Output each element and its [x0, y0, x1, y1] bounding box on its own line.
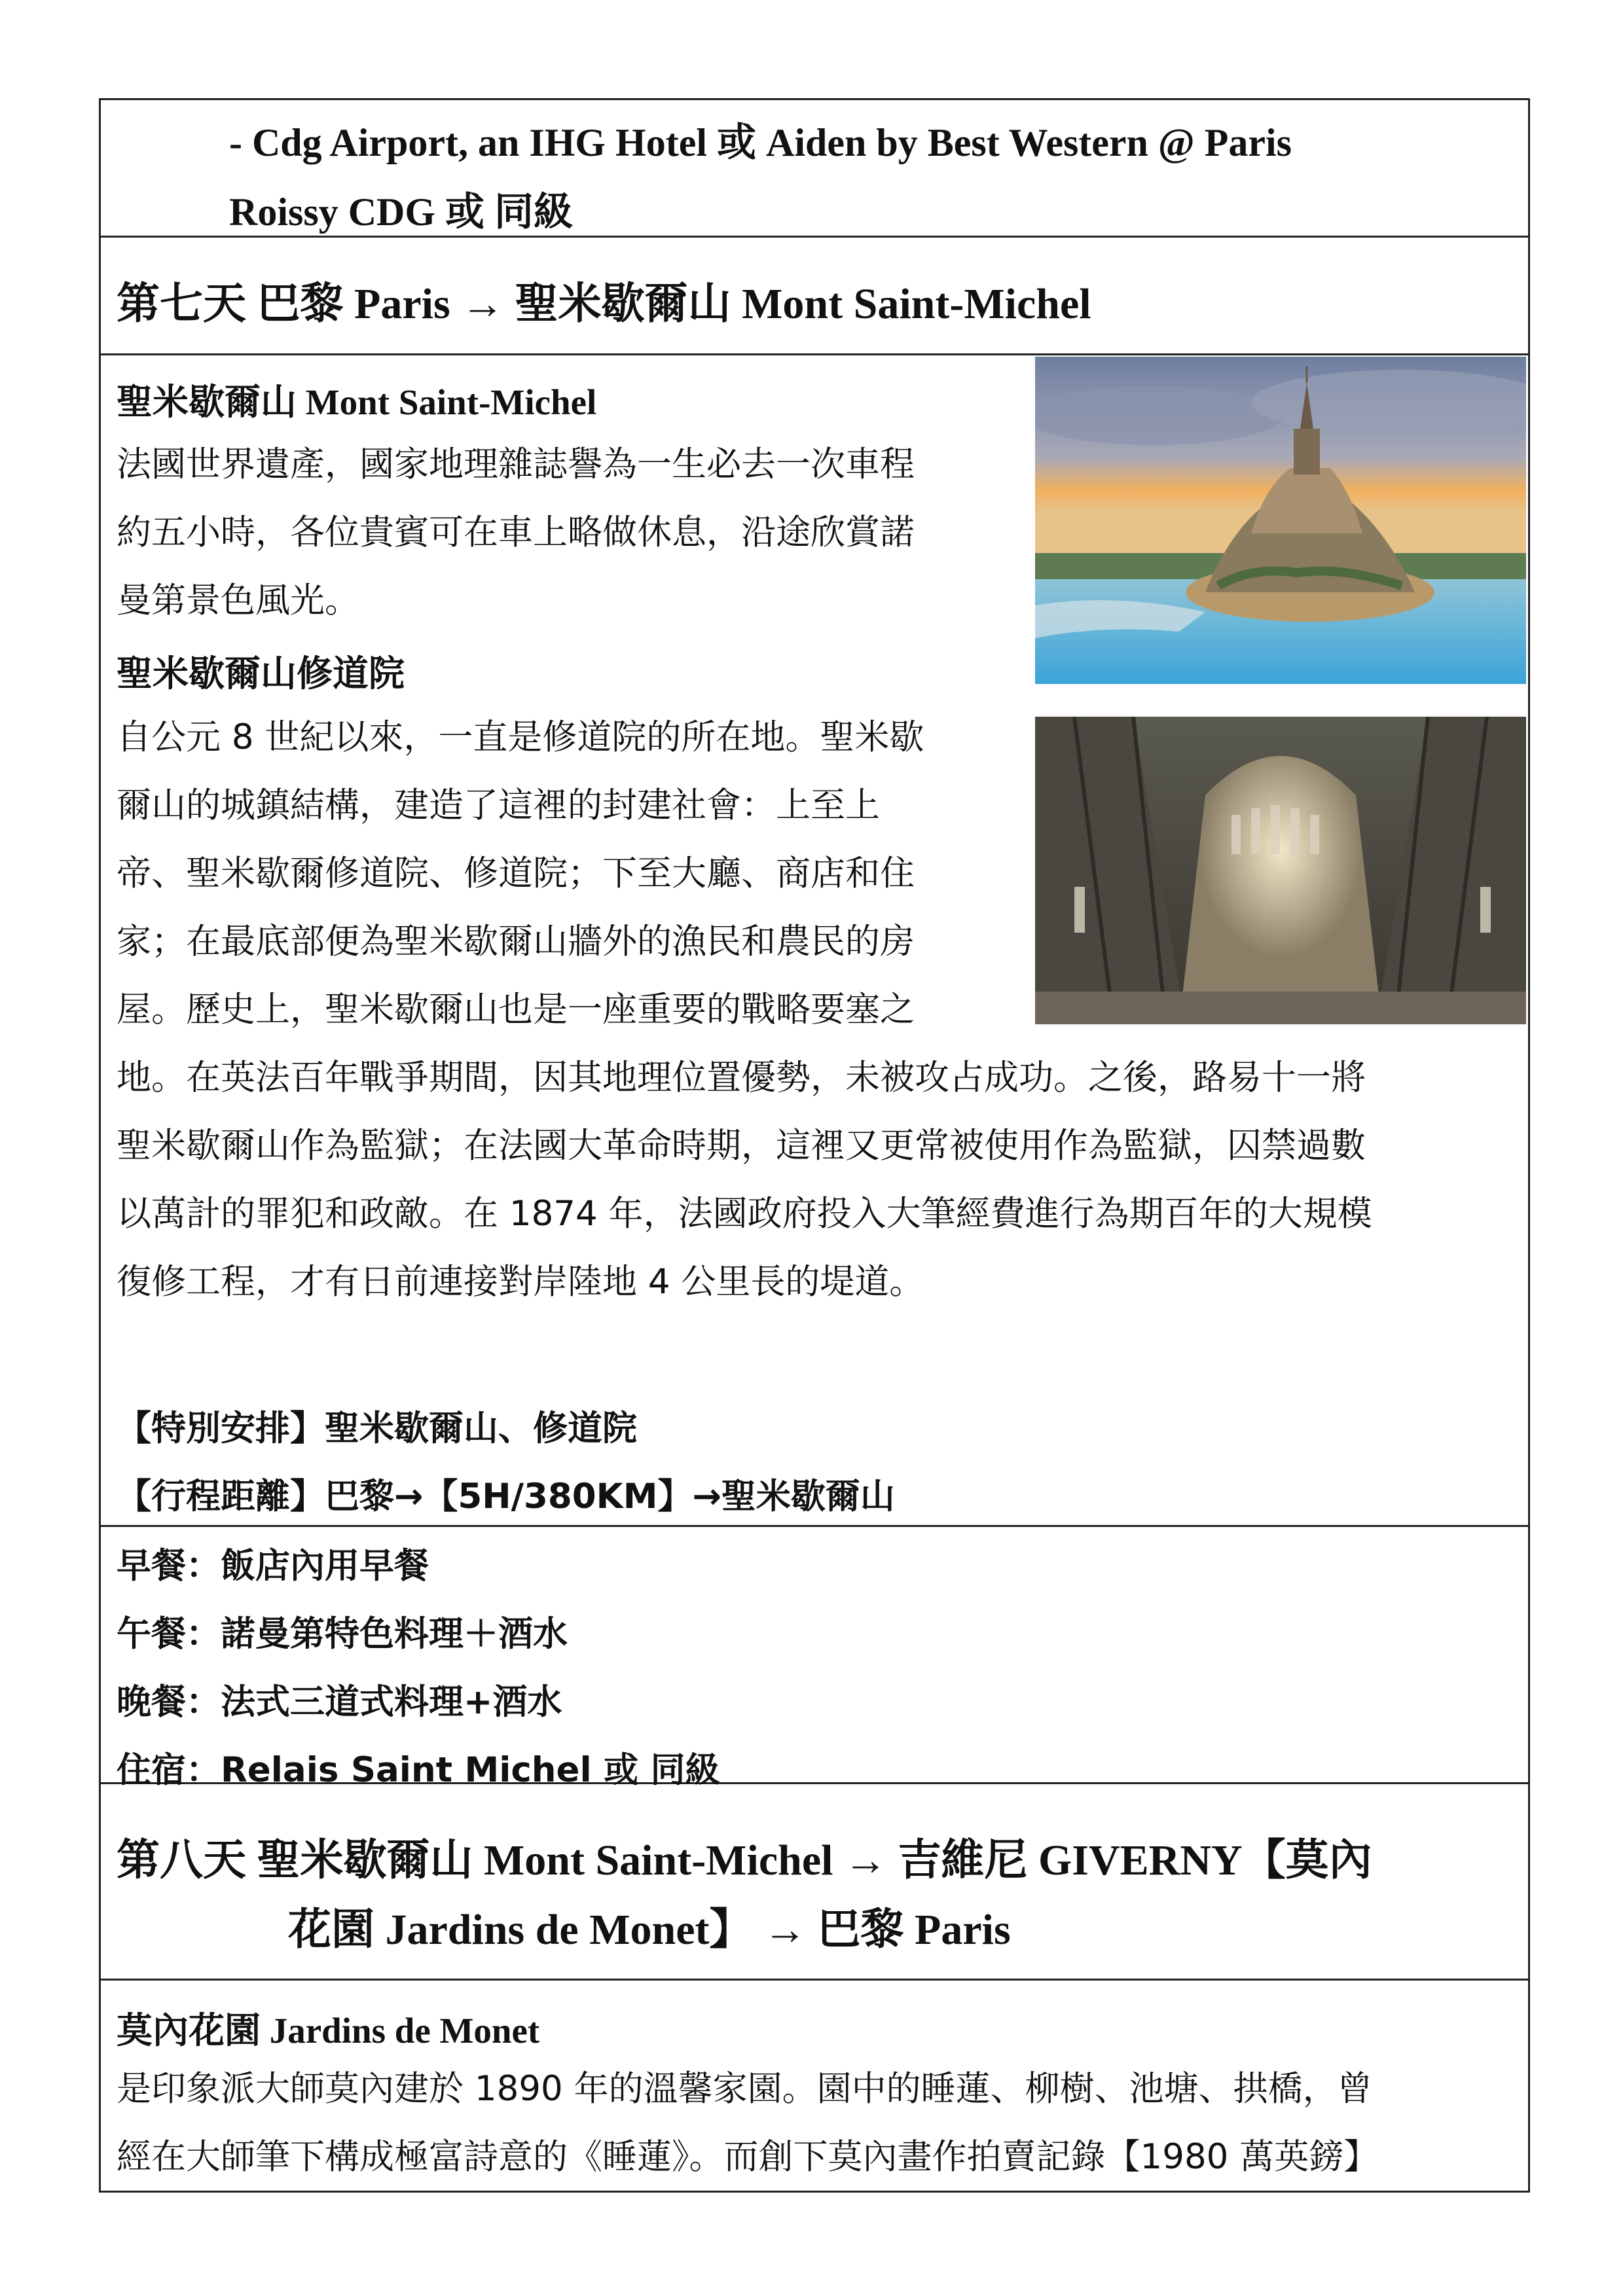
day7-abbey-line: 復修工程，才有日前連接對岸陸地 4 公里長的堤道。	[117, 1262, 924, 1302]
day8-line: 經在大師筆下構成極富詩意的《睡蓮》。而創下莫內畫作拍賣記錄【1980 萬英鎊】	[117, 2137, 1379, 2177]
day7-lodging: 住宿：Relais Saint Michel 或 同級	[117, 1750, 720, 1790]
day7-abbey-line: 自公元 8 世紀以來，一直是修道院的所在地。聖米歇	[117, 717, 924, 757]
day7-abbey-line: 家；在最底部便為聖米歇爾山牆外的漁民和農民的房	[117, 922, 915, 961]
row-divider	[101, 1979, 1528, 1981]
row-divider	[101, 1525, 1528, 1527]
row-divider	[101, 353, 1528, 355]
day7-abbey-line: 爾山的城鎮結構，建造了這裡的封建社會：上至上	[117, 785, 880, 825]
day7-abbey-line: 聖米歇爾山作為監獄；在法國大革命時期，這裡又更常被使用作為監獄，囚禁過數	[117, 1126, 1366, 1166]
day7-abbey-line: 屋。歷史上，聖米歇爾山也是一座重要的戰略要塞之	[117, 990, 915, 1030]
day7-abbey-line: 地。在英法百年戰爭期間，因其地理位置優勢，未被攻占成功。之後，路易十一將	[117, 1058, 1366, 1098]
day7-dinner: 晚餐：法式三道式料理+酒水	[117, 1682, 562, 1722]
day7-breakfast: 早餐：飯店內用早餐	[117, 1546, 429, 1586]
day7-attraction-title: 聖米歇爾山 Mont Saint-Michel	[117, 382, 597, 422]
day7-distance: 【行程距離】巴黎→【5H/380KM】→聖米歇爾山	[117, 1477, 895, 1516]
day7-intro-line: 法國世界遺產，國家地理雜誌譽為一生必去一次車程	[117, 444, 915, 484]
day7-intro-line: 約五小時，各位貴賓可在車上略做休息，沿途欣賞諾	[117, 512, 915, 552]
day7-heading: 第七天 巴黎 Paris → 聖米歇爾山 Mont Saint-Michel	[117, 280, 1091, 328]
hotel-line-1: - Cdg Airport, an IHG Hotel 或 Aiden by Best Western @ Paris	[229, 121, 1292, 164]
day7-lunch: 午餐：諾曼第特色料理＋酒水	[117, 1614, 568, 1654]
day8-line: 是印象派大師莫內建於 1890 年的溫馨家園。園中的睡蓮、柳樹、池塘、拱橋，曾	[117, 2069, 1372, 2109]
day7-abbey-line: 以萬計的罪犯和政敵。在 1874 年，法國政府投入大筆經費進行為期百年的大規模	[117, 1194, 1372, 1234]
day8-attraction-title: 莫內花園 Jardins de Monet	[117, 2011, 540, 2051]
abbey-interior-photo	[1035, 717, 1526, 1024]
day8-heading-line-2: 花園 Jardins de Monet】 → 巴黎 Paris	[288, 1906, 1011, 1954]
day8-heading-line-1: 第八天 聖米歇爾山 Mont Saint-Michel → 吉維尼 GIVERNY【莫內	[117, 1837, 1372, 1884]
mont-saint-michel-photo	[1035, 357, 1526, 684]
day7-intro-line: 曼第景色風光。	[117, 581, 359, 620]
hotel-line-2: Roissy CDG 或 同級	[229, 190, 574, 234]
day7-abbey-title: 聖米歇爾山修道院	[117, 653, 405, 694]
day7-abbey-line: 帝、聖米歇爾修道院、修道院；下至大廳、商店和住	[117, 853, 915, 893]
day7-special-arrangement: 【特別安排】聖米歇爾山、修道院	[117, 1408, 637, 1448]
